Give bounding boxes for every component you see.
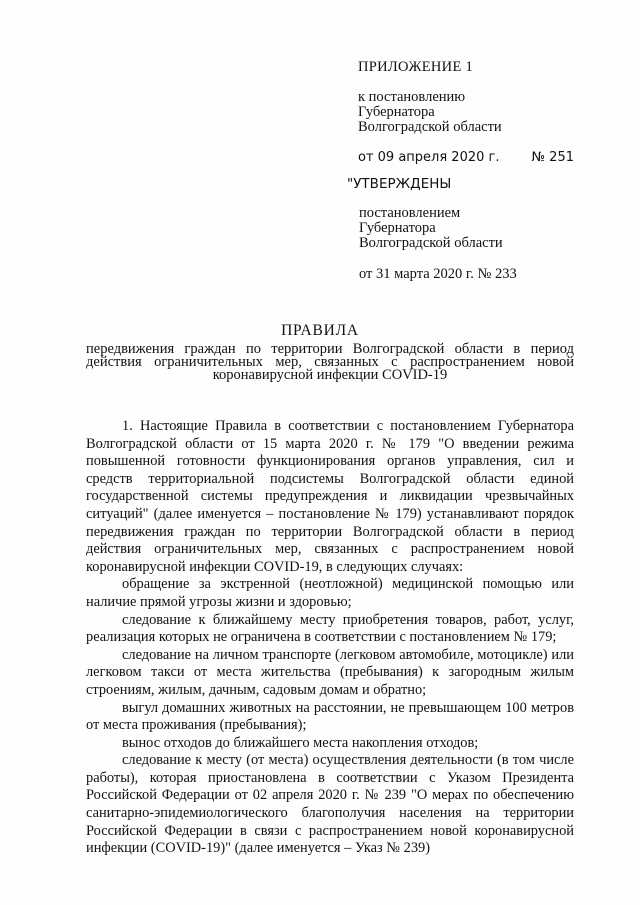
rules-body <box>86 418 574 858</box>
appendix-date: от 09 апреля 2020 г. <box>358 150 500 165</box>
appendix-number: № 251 <box>531 150 574 165</box>
approved-date: от 31 марта 2020 г. № 233 <box>359 266 517 282</box>
approved-line: постановлением <box>359 205 461 221</box>
approved-lines <box>347 206 607 251</box>
paragraph: вынос отходов до ближайшего места накопления отходов; <box>122 734 479 751</box>
approved-line: Волгоградской области <box>359 235 503 251</box>
appendix-line: Волгоградской области <box>358 119 502 135</box>
paragraph: обращение за экстренной (неотложной) медицинской помощью или наличие прямой угрозы жизни и здоровью; <box>86 576 574 610</box>
appendix-line: к постановлению <box>358 89 466 105</box>
appendix-date-row <box>358 150 574 165</box>
rules-title: ПРАВИЛА <box>281 322 359 339</box>
appendix-block <box>358 60 598 165</box>
approved-title: "УТВЕРЖДЕНЫ <box>347 176 452 192</box>
paragraph: следование к ближайшему месту приобретения товаров, работ, услуг, реализация которых не ограничена в соответствии с постановлением № 179; <box>86 611 574 646</box>
appendix-line: Губернатора <box>358 104 435 120</box>
paragraph: следование к месту (от места) осуществления деятельности (в том числе работы), которая приостановлена в соответствии с Указом Президента Российской Федерации от 02 апреля 2020 г. № 239 "О мерах по обеспечению санитарно-эпидемиологического благополучия населения на территории Российской Федерации в связи с распространением новой коронавирусной инфекции (COVID-19)" (далее именуется – Указ № 239) <box>86 752 574 857</box>
approved-block <box>347 177 607 282</box>
appendix-title: ПРИЛОЖЕНИЕ 1 <box>358 59 474 75</box>
paragraph: следование на личном транспорте (легковом автомобиле, мотоцикле) или легковом такси от места жительства (пребывания) к загородным жилым строениям, жилым, дачным, садовым домам и обратно; <box>86 646 574 698</box>
approved-line: Губернатора <box>359 220 436 236</box>
rules-subtitle: передвижения граждан по территории Волгоградской области в период действия ограничительных мер, связанных с распространением новой коронавирусной инфекции COVID-19 <box>86 341 574 383</box>
paragraph: 1. Настоящие Правила в соответствии с постановлением Губернатора Волгоградской области от 15 марта 2020 г. № 179 "О введении режима повышенной готовности функционирования органов управления, сил и средств территориальной подсистемы Волгоградской области единой государственной системы предупреждения и ликвидации чрезвычайных ситуаций" (далее именуется – постановление № 179) устанавливают порядок передвижения граждан по территории Волгоградской области в период действия ограничительных мер, связанных с распространением новой коронавирусной инфекции COVID-19, в следующих случаях: <box>86 418 574 575</box>
paragraph: выгул домашних животных на расстоянии, не превышающем 100 метров от места проживания (пребывания); <box>86 699 574 734</box>
